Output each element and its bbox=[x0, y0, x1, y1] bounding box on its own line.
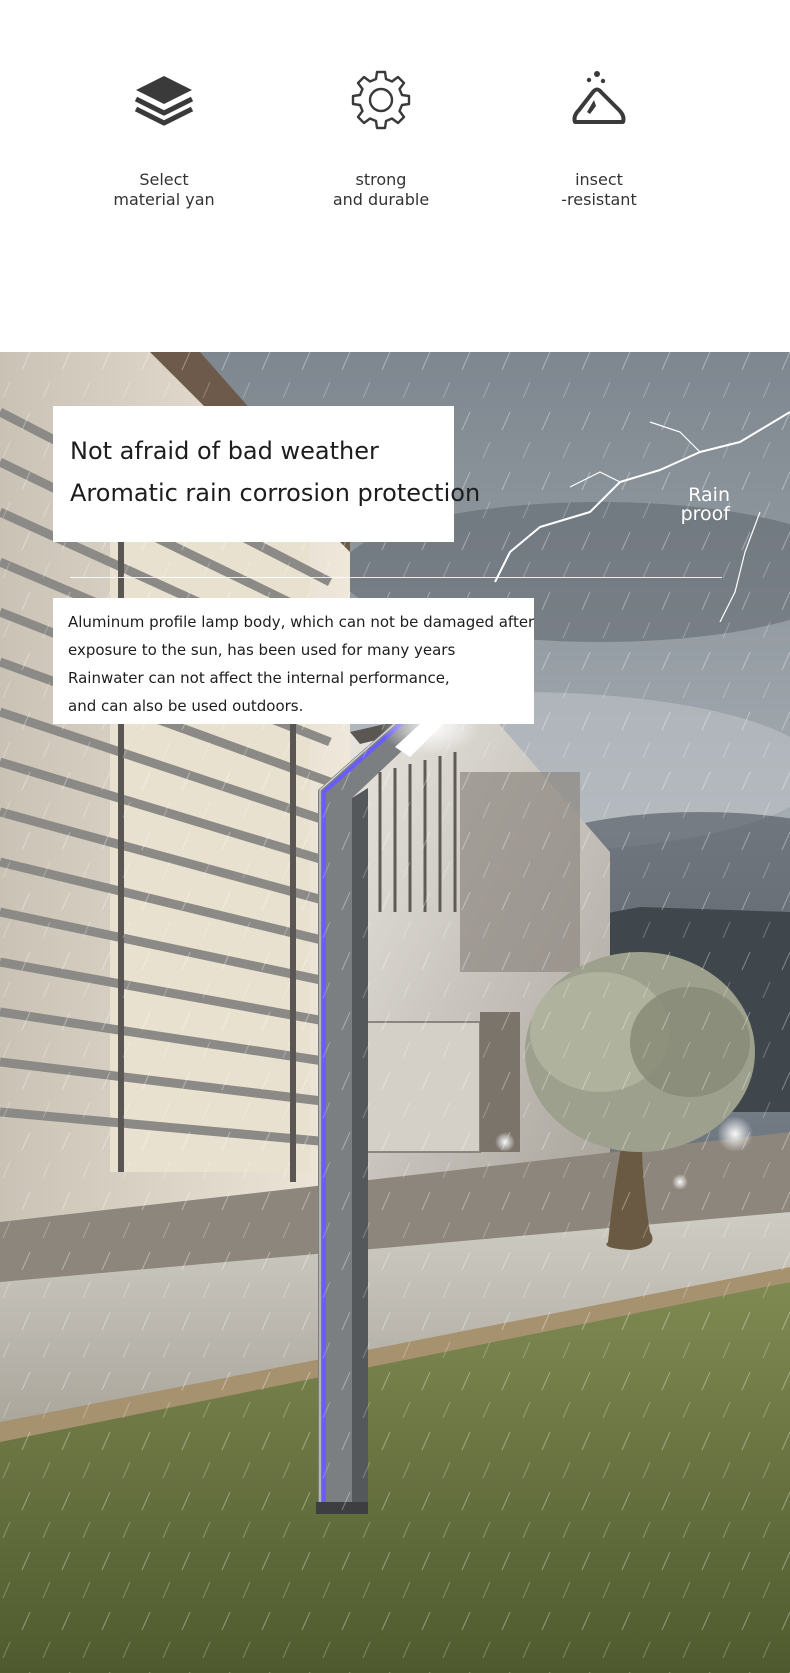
feature-material-line-1: Select bbox=[139, 170, 189, 189]
feature-insect-line-1: insect bbox=[575, 170, 623, 189]
feature-durable-line-1: strong bbox=[355, 170, 407, 189]
layers-icon bbox=[132, 68, 196, 132]
feature-insect-line-2: -resistant bbox=[561, 190, 637, 209]
feature-material-line-2: material yan bbox=[113, 190, 215, 209]
description-line-4: and can also be used outdoors. bbox=[68, 697, 304, 715]
description-line-2: exposure to the sun, has been used for many years bbox=[68, 641, 456, 659]
rainproof-badge-line-2: proof bbox=[680, 503, 730, 525]
mountain-icon bbox=[567, 68, 631, 132]
rainproof-scene bbox=[0, 352, 790, 1673]
feature-material bbox=[64, 68, 264, 210]
headline-line-1: Not afraid of bad weather bbox=[70, 437, 379, 465]
description-line-3: Rainwater can not affect the internal performance, bbox=[68, 669, 450, 687]
feature-durable-label bbox=[281, 170, 481, 210]
feature-durable-line-2: and durable bbox=[332, 190, 430, 209]
feature-strip bbox=[0, 0, 790, 350]
feature-durable bbox=[281, 68, 481, 210]
description-box bbox=[53, 598, 534, 724]
gear-icon bbox=[349, 68, 413, 132]
scene-illustration bbox=[0, 352, 790, 1673]
rainproof-badge-line-1: Rain bbox=[688, 484, 730, 506]
divider-line bbox=[70, 577, 722, 578]
feature-material-label bbox=[64, 170, 264, 210]
description-line-1: Aluminum profile lamp body, which can not be damaged after bbox=[68, 613, 535, 631]
headline-line-2: Aromatic rain corrosion protection bbox=[70, 479, 481, 507]
headline-box bbox=[53, 406, 481, 542]
feature-insect-label bbox=[499, 170, 699, 210]
rainproof-badge bbox=[660, 486, 730, 524]
feature-insect bbox=[499, 68, 699, 210]
